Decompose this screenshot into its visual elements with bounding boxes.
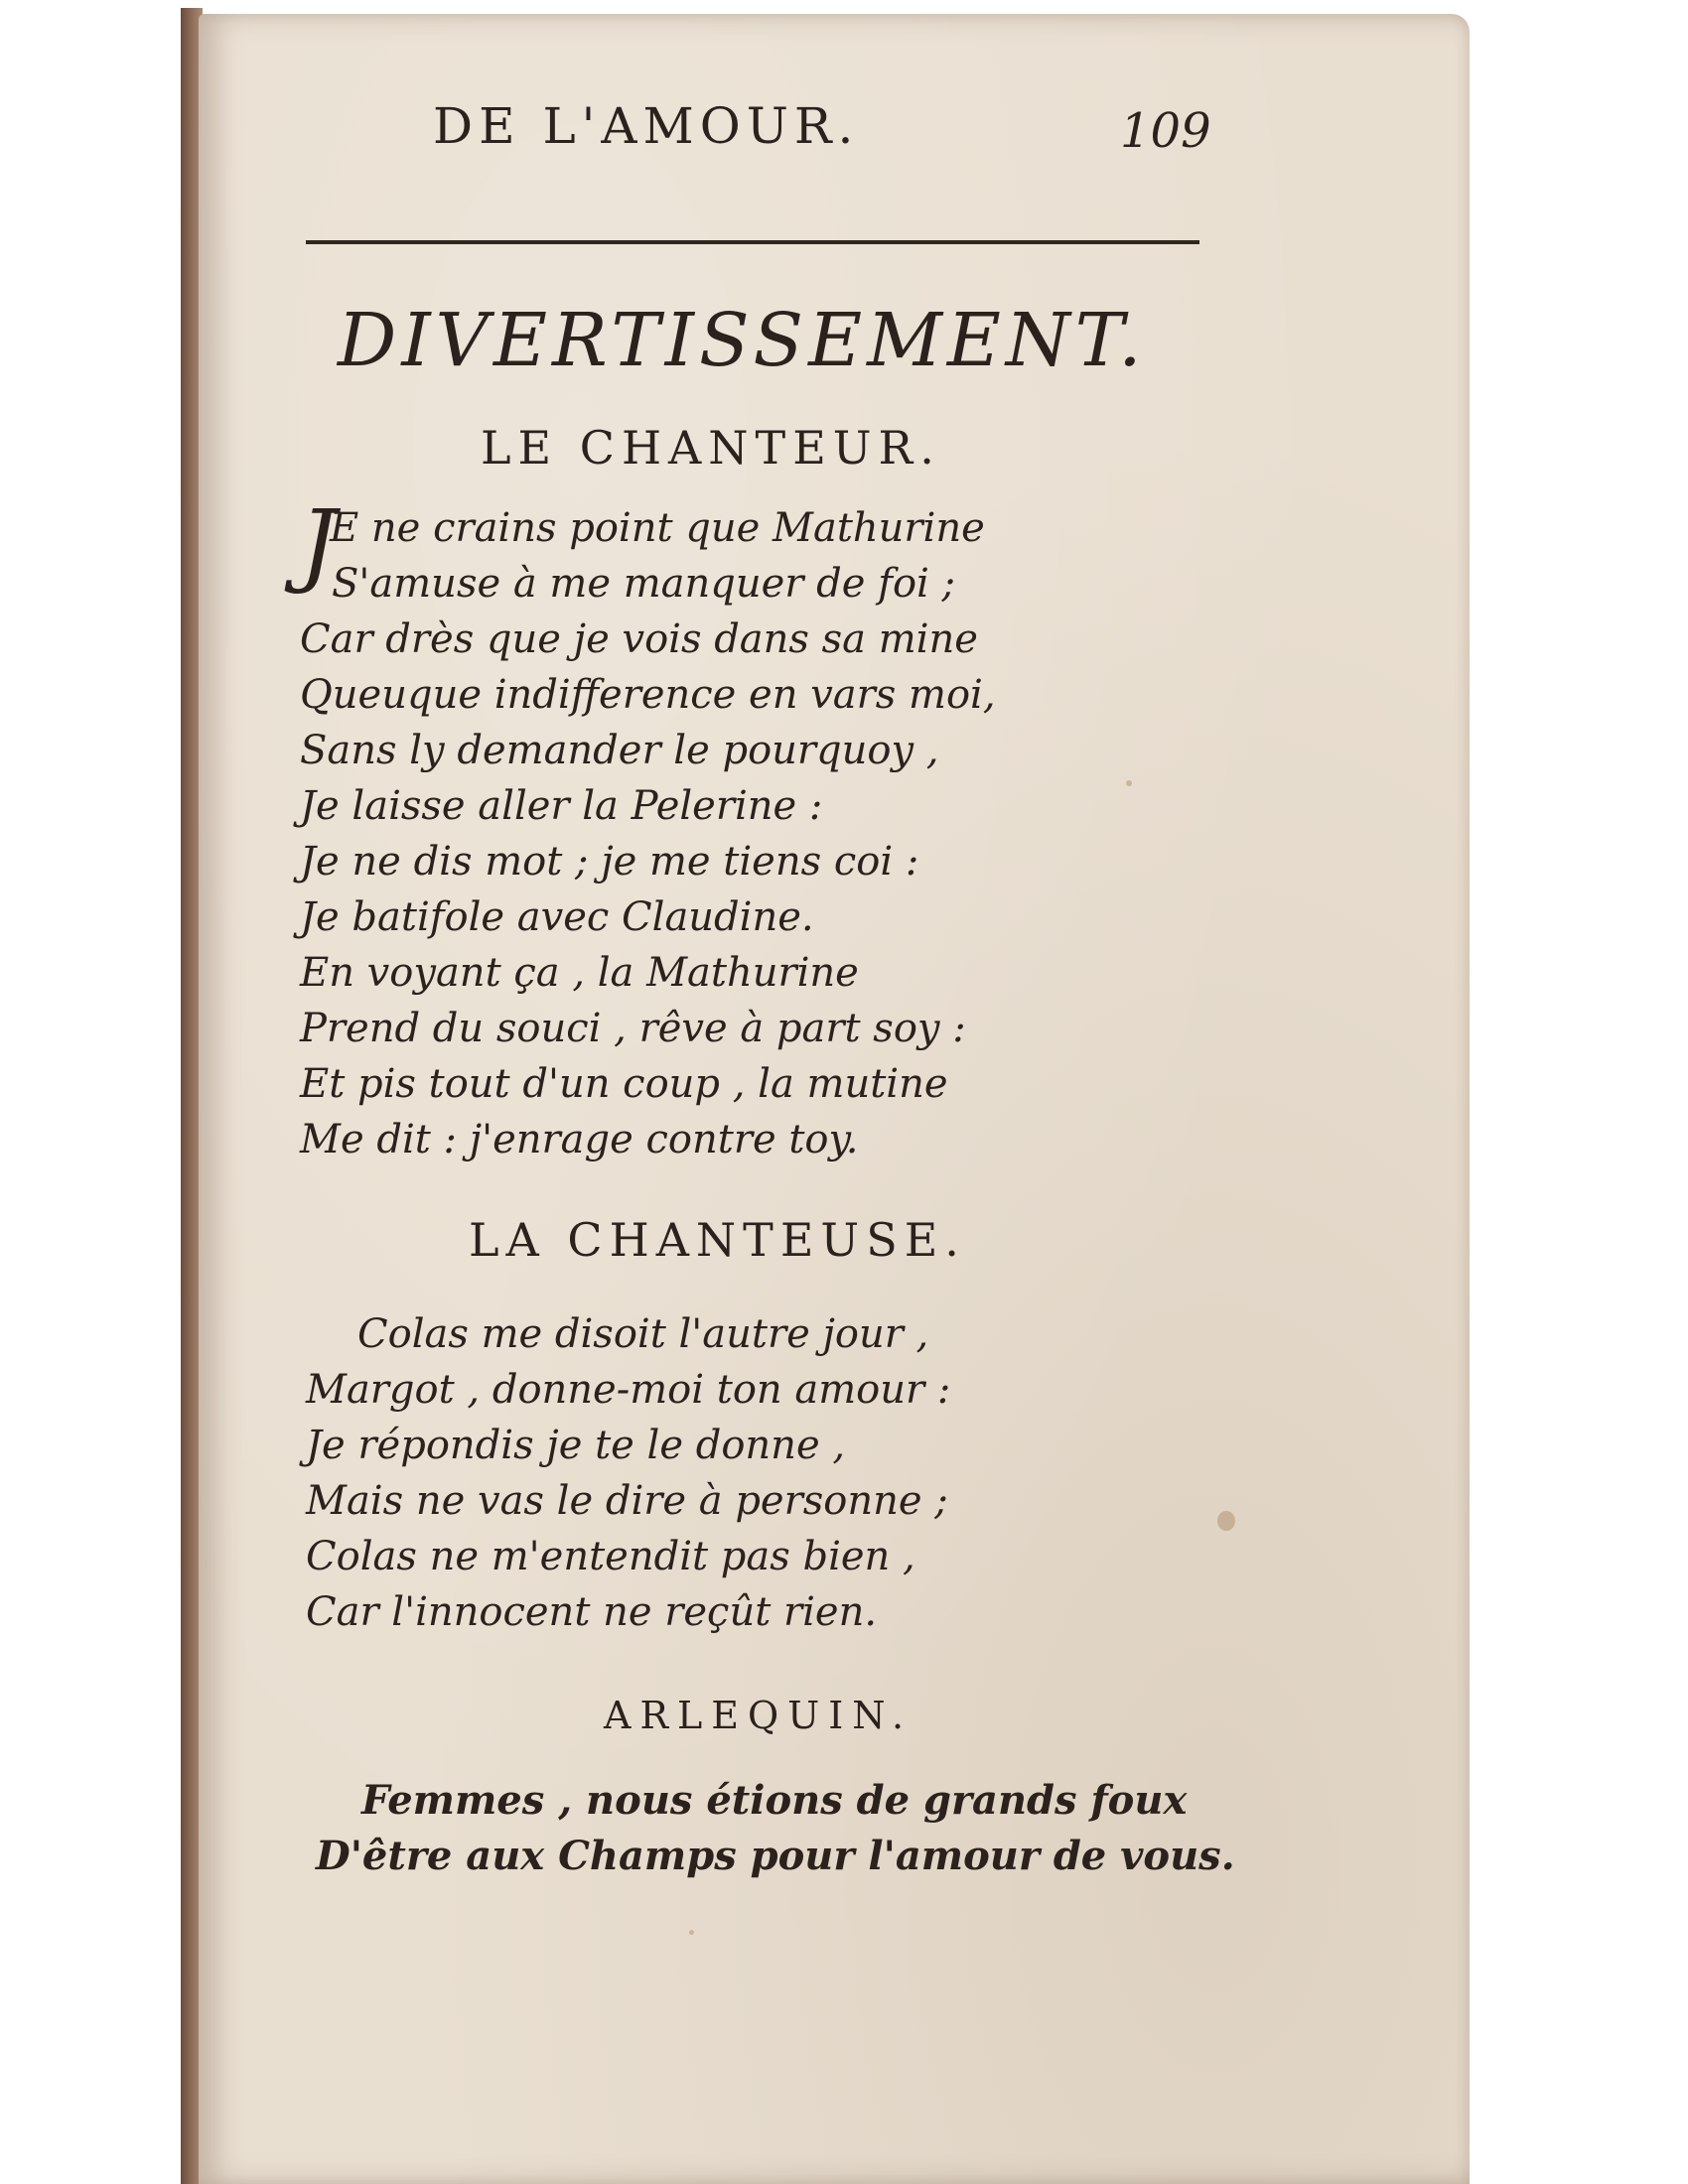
verse-line: Et pis tout d'un coup , la mutine	[300, 1061, 948, 1107]
verse-line: Car l'innocent ne reçût rien.	[306, 1589, 878, 1635]
drop-cap: J	[300, 490, 337, 597]
verse-line	[300, 556, 996, 612]
verse-stanza	[300, 490, 996, 1167]
running-head: DE L'AMOUR.	[433, 97, 860, 155]
speaker-heading: LE CHANTEUR.	[481, 421, 941, 475]
header-rule	[306, 240, 1199, 244]
foxing-spot	[689, 1930, 694, 1935]
verse-line: Mais ne vas le dire à personne ;	[306, 1478, 948, 1524]
verse-line: Car drès que je vois dans sa mine	[300, 616, 978, 662]
foxing-spot	[1217, 1511, 1235, 1531]
section-title: DIVERTISSEMENT.	[338, 298, 1147, 383]
speaker-heading: LA CHANTEUSE.	[469, 1213, 966, 1267]
verse-line: Je batifole avec Claudine.	[300, 894, 814, 940]
verse-line: Me dit : j'enrage contre toy.	[300, 1117, 859, 1162]
speaker-heading: ARLEQUIN.	[604, 1694, 914, 1737]
verse-line: Prend du souci , rêve à part soy :	[300, 1006, 966, 1051]
verse-line: Colas ne m'entendit pas bien ,	[306, 1534, 915, 1579]
verse-line: Queuque indifference en vars moi,	[300, 672, 996, 718]
verse-stanza	[306, 1306, 950, 1640]
foxing-spot	[1126, 780, 1132, 786]
verse-line: Je laisse aller la Pelerine :	[300, 783, 823, 829]
verse-stanza	[316, 1773, 1235, 1884]
verse-line: Sans ly demander le pourquoy ,	[300, 728, 939, 773]
verse-line: Je ne dis mot ; je me tiens coi :	[300, 839, 919, 885]
verse-line: D'être aux Champs pour l'amour de vous.	[316, 1833, 1235, 1879]
page-number: 109	[1120, 103, 1211, 159]
verse-line: Margot , donne-moi ton amour :	[306, 1367, 951, 1413]
verse-line-text: S'amuse à me manquer de foi ;	[332, 561, 956, 607]
verse-line-text: E ne crains point que Mathurine	[330, 505, 985, 551]
verse-line: Colas me disoit l'autre jour ,	[357, 1311, 929, 1357]
verse-line: Femmes , nous étions de grands foux	[361, 1777, 1188, 1824]
verse-line: En voyant ça , la Mathurine	[300, 950, 859, 996]
verse-line: Je répondis je te le donne ,	[306, 1423, 846, 1468]
